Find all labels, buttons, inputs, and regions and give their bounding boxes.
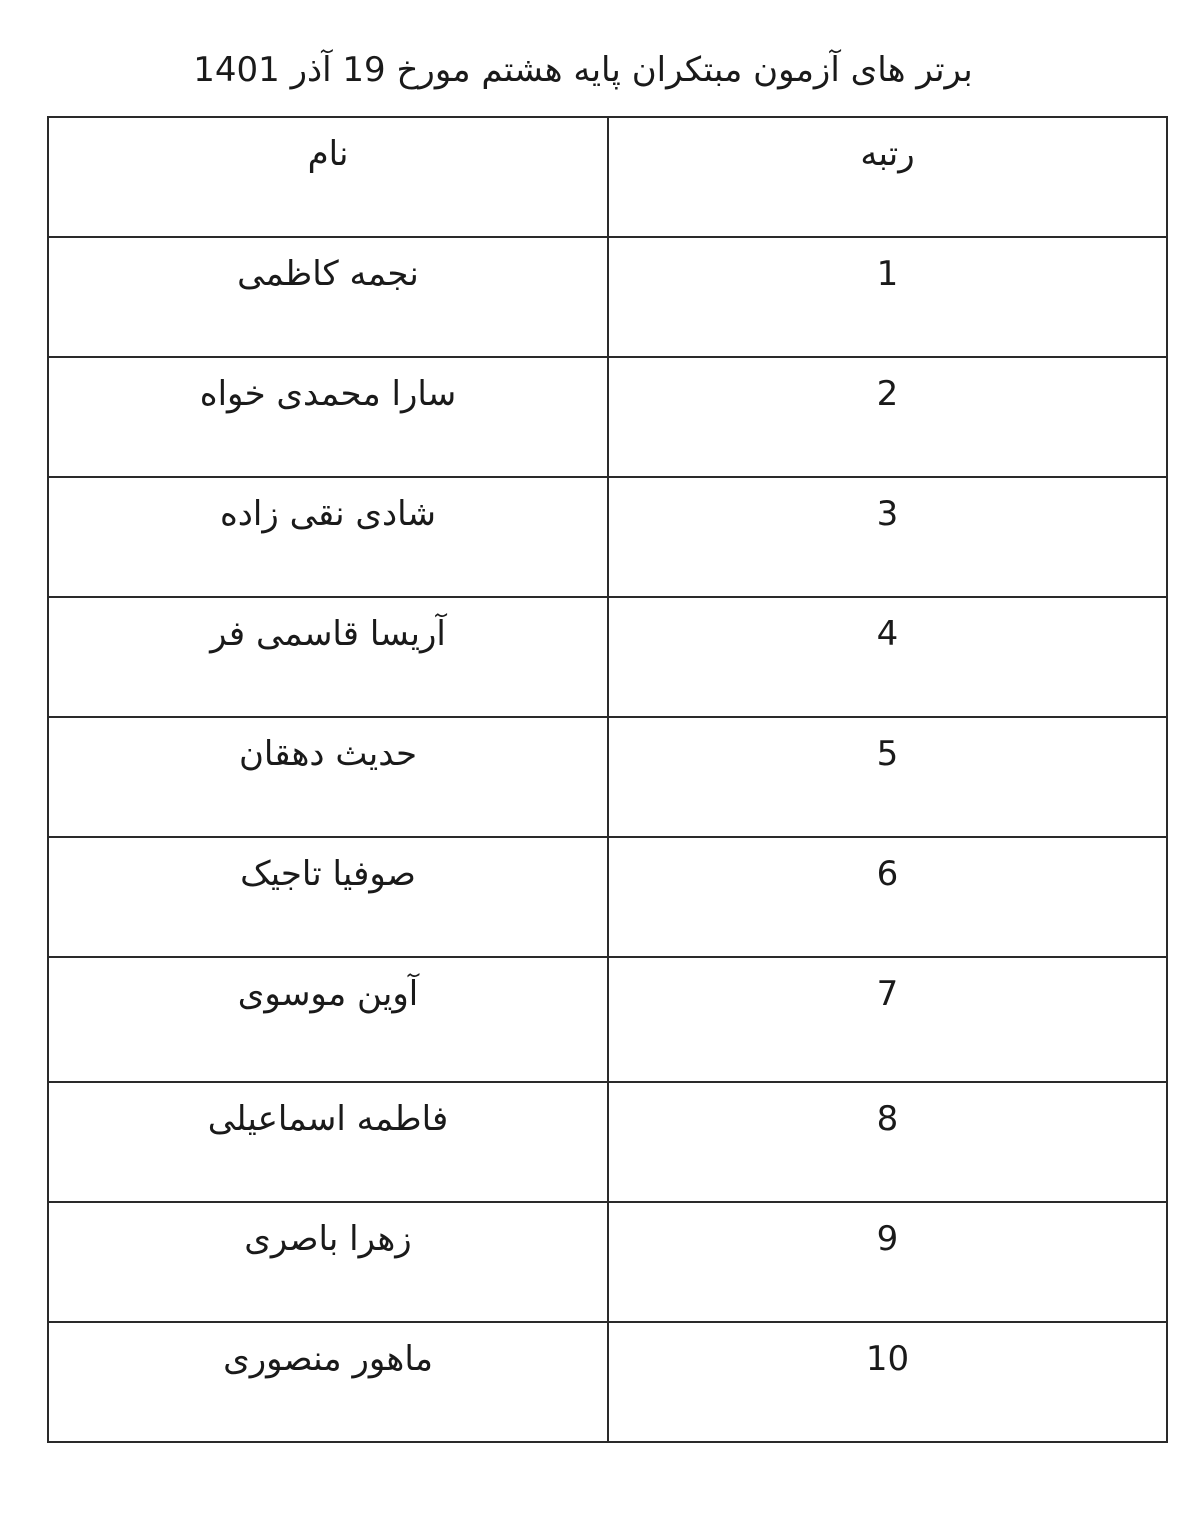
rank-cell: 3 — [608, 477, 1167, 597]
page-title: برتر های آزمون مبتکران پایه هشتم مورخ 19 آذر 1401 — [193, 50, 973, 90]
ranking-table — [47, 116, 1168, 1443]
name-cell: آریسا قاسمی فر — [48, 597, 608, 717]
rank-cell: 1 — [608, 237, 1167, 357]
table-row — [48, 477, 1167, 597]
name-cell: سارا محمدی خواه — [48, 357, 608, 477]
name-cell: نجمه کاظمی — [48, 237, 608, 357]
table-row — [48, 717, 1167, 837]
table-row — [48, 597, 1167, 717]
header-rank: رتبه — [608, 117, 1167, 237]
name-cell: حدیث دهقان — [48, 717, 608, 837]
name-cell: ماهور منصوری — [48, 1322, 608, 1442]
name-cell: زهرا باصری — [48, 1202, 608, 1322]
table-row — [48, 357, 1167, 477]
table-row — [48, 837, 1167, 957]
rank-cell: 7 — [608, 957, 1167, 1082]
rank-cell: 6 — [608, 837, 1167, 957]
name-cell: آوین موسوی — [48, 957, 608, 1082]
name-cell: شادی نقی زاده — [48, 477, 608, 597]
rank-cell: 10 — [608, 1322, 1167, 1442]
header-name: نام — [48, 117, 608, 237]
rank-cell: 8 — [608, 1082, 1167, 1202]
rank-cell: 5 — [608, 717, 1167, 837]
table-row — [48, 237, 1167, 357]
table-header-row — [48, 117, 1167, 237]
table-row — [48, 957, 1167, 1082]
name-cell: صوفیا تاجیک — [48, 837, 608, 957]
rank-cell: 2 — [608, 357, 1167, 477]
table-row — [48, 1202, 1167, 1322]
table-row — [48, 1322, 1167, 1442]
table-row — [48, 1082, 1167, 1202]
rank-cell: 4 — [608, 597, 1167, 717]
name-cell: فاطمه اسماعیلی — [48, 1082, 608, 1202]
rank-cell: 9 — [608, 1202, 1167, 1322]
